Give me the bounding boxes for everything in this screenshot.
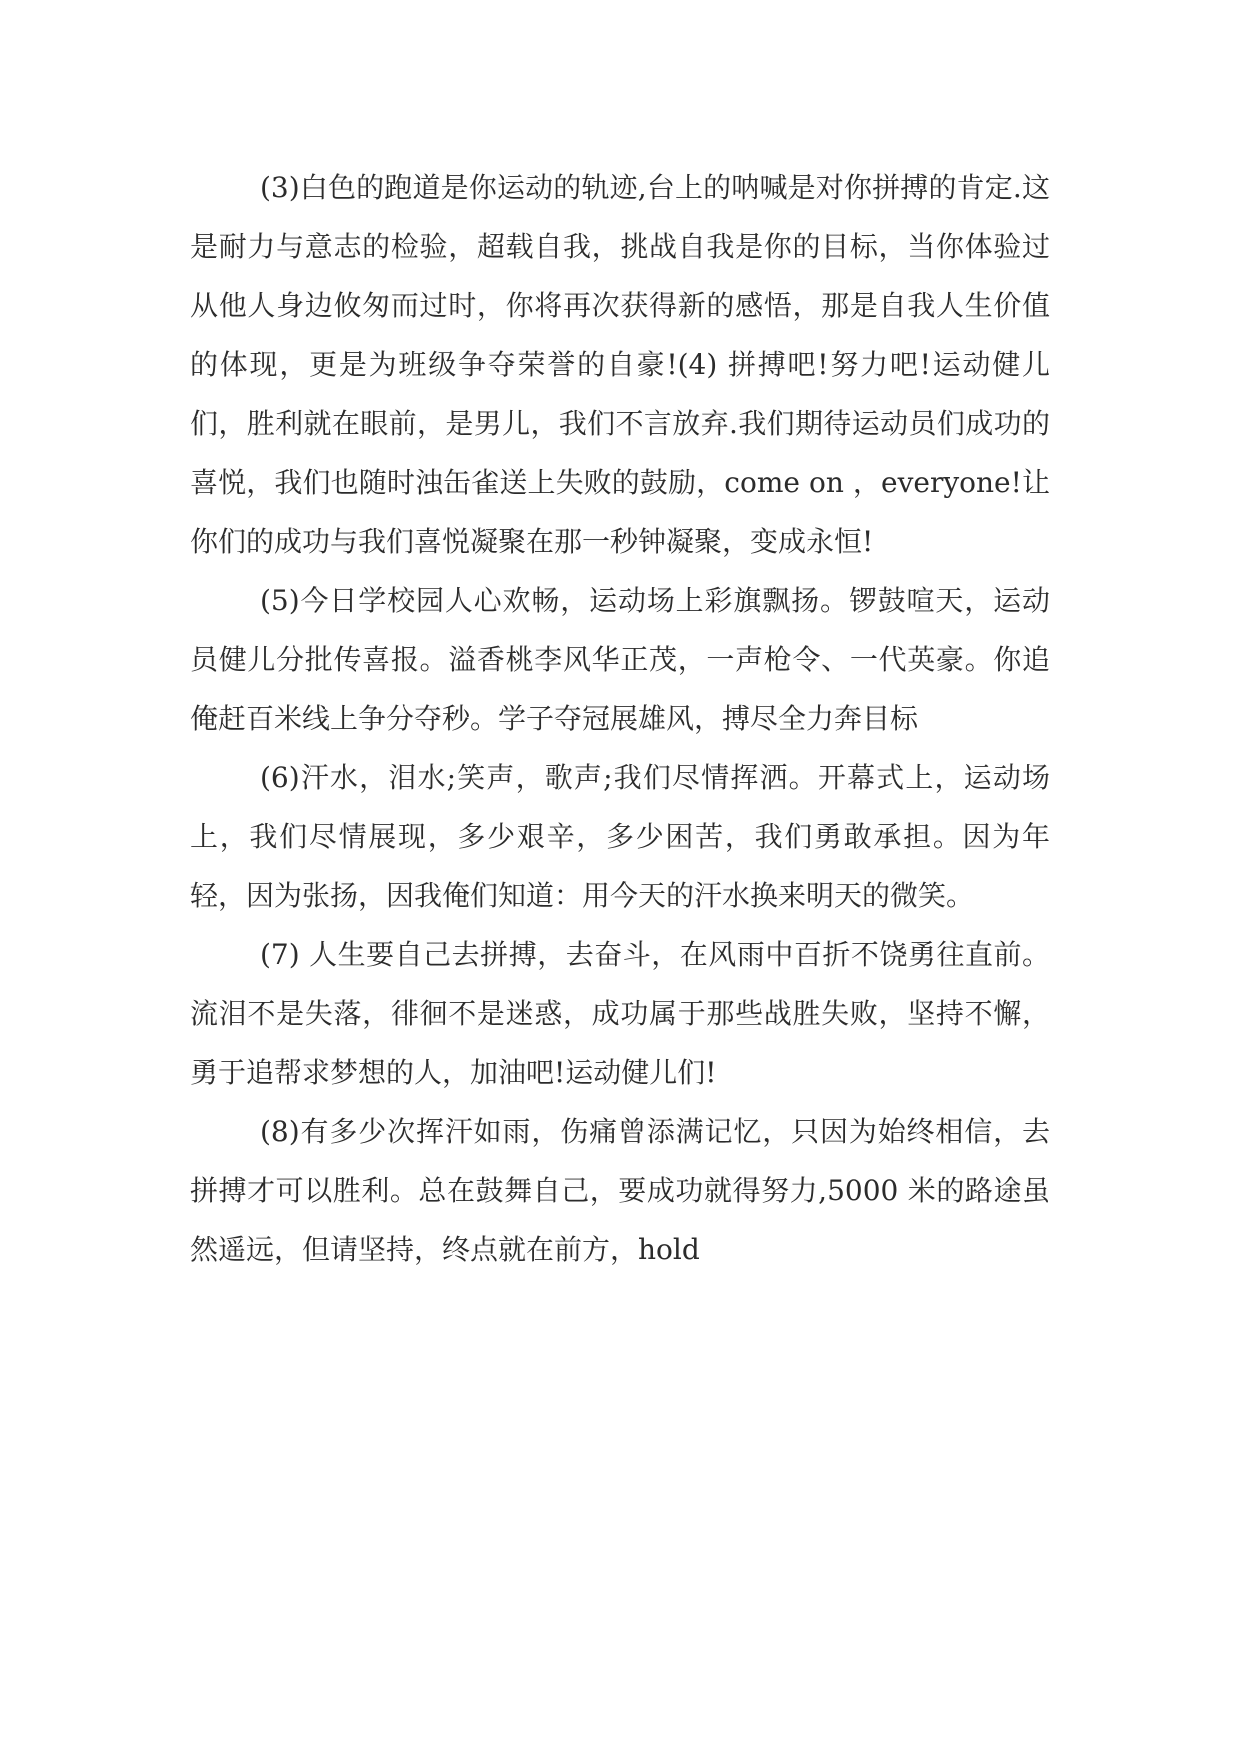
paragraph-8: (8)有多少次挥汗如雨，伤痛曾添满记忆，只因为始终相信，去拼搏才可以胜利。总在鼓舞自己，要成功就得努力,5000 米的路途虽然遥远，但请坚持，终点就在前方，hold [190,1115,1050,1266]
document-body [190,158,1050,1279]
paragraph-7: (7) 人生要自己去拼搏，去奋斗，在风雨中百折不饶勇往直前。流泪不是失落，徘徊不是迷惑，成功属于那些战胜失败，坚持不懈，勇于追帮求梦想的人，加油吧!运动健儿们! [190,938,1050,1089]
paragraph-3-4: (3)白色的跑道是你运动的轨迹,台上的呐喊是对你拼搏的肯定.这是耐力与意志的检验，超载自我，挑战自我是你的目标，当你体验过从他人身边攸匆而过时，你将再次获得新的感悟，那是自我人生价值的体现，更是为班级争夺荣誉的自豪!(4) 拼搏吧!努力吧!运动健儿们，胜利就在眼前，是男儿，我们不言放弃.我们期待运动员们成功的喜悦，我们也随时浊缶雀送上失败的鼓励，come on ，everyone!让你们的成功与我们喜悦凝聚在那一秒钟凝聚，变成永恒! [190,171,1050,558]
paragraph-5: (5)今日学校园人心欢畅，运动场上彩旗飘扬。锣鼓喧天，运动员健儿分批传喜报。溢香桃李风华正茂，一声枪令、一代英豪。你追俺赶百米线上争分夺秒。学子夺冠展雄风，搏尽全力奔目标 [190,584,1050,735]
paragraph-6: (6)汗水，泪水;笑声，歌声;我们尽情挥洒。开幕式上，运动场上，我们尽情展现，多少艰辛，多少困苦，我们勇敢承担。因为年轻，因为张扬，因我俺们知道：用今天的汗水换来明天的微笑。 [190,761,1050,912]
